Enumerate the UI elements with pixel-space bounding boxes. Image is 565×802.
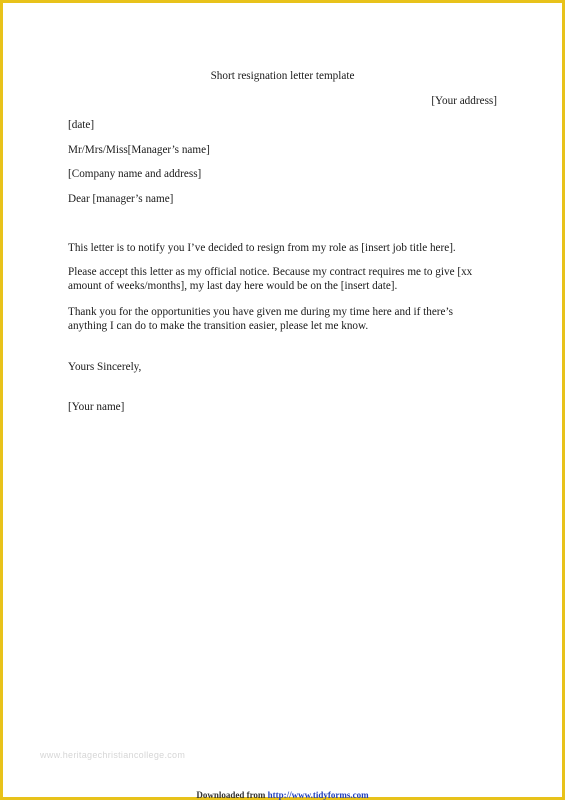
sender-address: [Your address] (431, 95, 497, 107)
date-line: [date] (68, 119, 95, 131)
body-paragraph-2: Please accept this letter as my official notice. Because my contract requires me to give [xx amount of weeks/months], my last day here would be on the [insert date]. (68, 266, 473, 292)
body-paragraph-3: Thank you for the opportunities you have given me during my time here and if there’s anything I can do to make the transition easier, please let me know. (68, 306, 453, 332)
footer-prefix: Downloaded from (196, 790, 266, 800)
watermark-text: www.heritagechristiancollege.com (40, 750, 186, 760)
salutation-line: Dear [manager’s name] (68, 193, 174, 205)
closing-line: Yours Sincerely, (68, 361, 142, 373)
signature-line: [Your name] (68, 401, 125, 413)
recipient-line: Mr/Mrs/Miss[Manager’s name] (68, 144, 210, 156)
footer-link[interactable]: http://www.tidyforms.com (267, 790, 369, 800)
body-paragraph-1: This letter is to notify you I’ve decided to resign from my role as [insert job title here]. (68, 242, 456, 254)
document-title: Short resignation letter template (210, 70, 355, 82)
company-line: [Company name and address] (68, 168, 202, 180)
